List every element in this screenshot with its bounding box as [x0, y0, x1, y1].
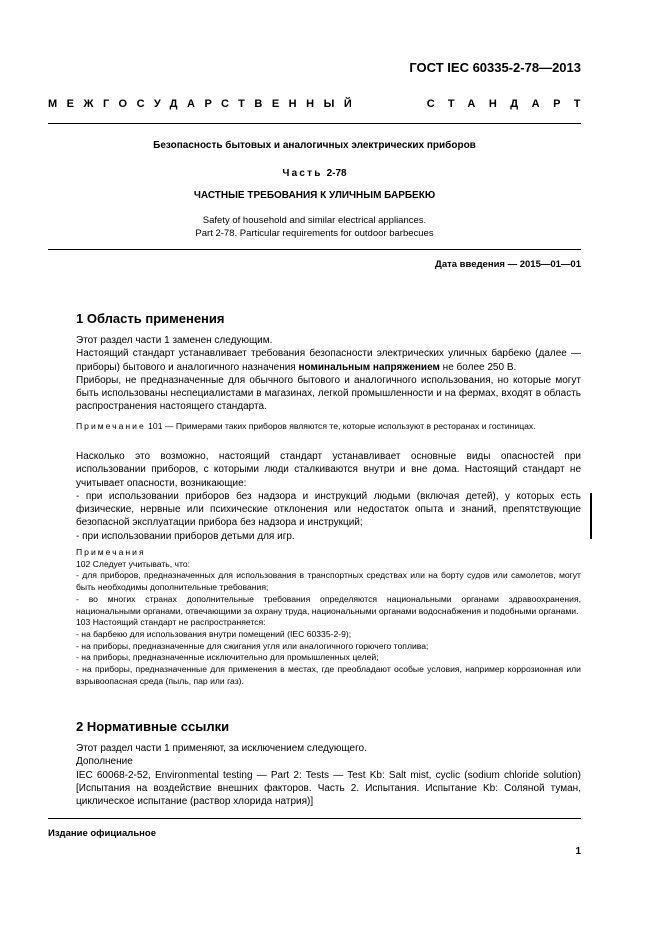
notes-label: Примечания: [76, 547, 146, 557]
section-heading: 1 Область применения: [76, 311, 225, 326]
paragraph: Этот раздел части 1 применяют, за исключением следующего.: [76, 743, 367, 754]
note-paragraph: 102 Следует учитывать, что:: [76, 558, 190, 569]
section-heading: 2 Нормативные ссылки: [76, 719, 230, 734]
english-title-line: Safety of household and similar electrical appliances.: [202, 215, 427, 226]
note-101: [76, 421, 581, 433]
part-number: 2-78: [326, 168, 347, 179]
paragraph: Этот раздел части 1 заменен следующим.: [76, 335, 273, 346]
english-title-line: Part 2-78. Particular requirements for outdoor barbecues: [195, 228, 434, 239]
note-list-item: - на приборы, предназначенные исключительно для промышленных целей;: [76, 652, 379, 663]
title-divider: [48, 249, 581, 250]
note-list-item: - на приборы, предназначенные для сжигания угля или аналогичного горючего топлива;: [76, 640, 429, 651]
paragraph: IEC 60068-2-52, Environmental testing — Part 2: Tests — Test Kb: Salt mist, cyclic (sodium chloride solution) [Испытания на воздействие внешних факторов. Часть 2. Испытания. Испытание Kb: Соляной туман, циклическое испытание (раствор хлорида натрия)]: [76, 769, 581, 808]
list-item: - при использовании приборов без надзора и инструкций людьми (включая детей), у которых есть физические, нервные или психические отклонения или недостаток опыта и знаний, препятствующие безопасной эксплуатации прибора без надзора и инструкций;: [76, 490, 581, 529]
paragraph: Настоящий стандарт устанавливает требования безопасности электрических уличных барбекю (далее — приборы) бытового и аналогичного назначения номинальным напряжением не более 250 В.: [76, 348, 581, 373]
note-label: Примечание: [76, 421, 146, 431]
section1-body: [76, 334, 581, 414]
document-title: Безопасность бытовых и аналогичных электрических приборов: [153, 140, 476, 151]
footer-divider: [48, 818, 581, 819]
interstate-standard-banner: [48, 98, 594, 110]
note-list-item: - на приборы, предназначенные для применения в местах, где преобладают особые условия, например коррозионная или взрывоопасная среда (пыль, пар или газ).: [76, 664, 581, 686]
change-bar: [590, 493, 592, 539]
section2-body: [76, 742, 581, 808]
part-heading: [48, 168, 581, 179]
header-divider: [48, 123, 581, 124]
interstate-word: МЕЖГОСУДАРСТВЕННЫЙ: [48, 98, 362, 110]
note-list-item: - для приборов, предназначенных для использования в транспортных средствах или на борту судов или самолетов, могут быть необходимы дополнительные требования;: [76, 570, 581, 593]
paragraph: Дополнение: [76, 756, 133, 768]
list-item: - при использовании приборов детьми для игр.: [76, 530, 295, 542]
section1-hazards: [76, 450, 581, 543]
note-paragraph: 103 Настоящий стандарт не распространяется:: [76, 617, 266, 628]
paragraph: Насколько это возможно, настоящий стандарт устанавливает основные виды опасностей при использовании приборов, с которыми люди сталкиваются внутри и вне дома. Настоящий стандарт не учитывает опасности, возникающие:: [76, 451, 581, 489]
english-title: [48, 214, 581, 240]
notes-block: [76, 547, 581, 687]
part-title: ЧАСТНЫЕ ТРЕБОВАНИЯ К УЛИЧНЫМ БАРБЕКЮ: [193, 190, 436, 201]
part-label: Часть: [282, 168, 323, 179]
note-text: 101 — Примерами таких приборов являются те, которые используют в ресторанах и гостиницах.: [148, 421, 536, 431]
edition-label: Издание официальное: [48, 828, 156, 839]
defined-term: номинальным напряжением: [298, 361, 440, 373]
page-number: 1: [575, 846, 581, 857]
note-list-item: - во многих странах дополнительные требования определяются национальными органами здравоохранения, национальными органами, отвечающими за охрану труда, национальными органами водоснабжения и подобными органами.: [76, 593, 581, 616]
paragraph: Приборы, не предназначенные для обычного бытового и аналогичного использования, но которые могут быть использованы неспециалистами в магазинах, легкой промышленности и на фермах, входят в область распространения настоящего стандарта.: [76, 374, 581, 413]
effective-date: Дата введения — 2015—01—01: [435, 259, 581, 270]
standard-id: ГОСТ IEC 60335-2-78—2013: [409, 60, 581, 75]
standard-word: СТАНДАРТ: [426, 98, 594, 110]
note-list-item: - на барбекю для использования внутри помещений (IEC 60335-2-9);: [76, 628, 352, 639]
